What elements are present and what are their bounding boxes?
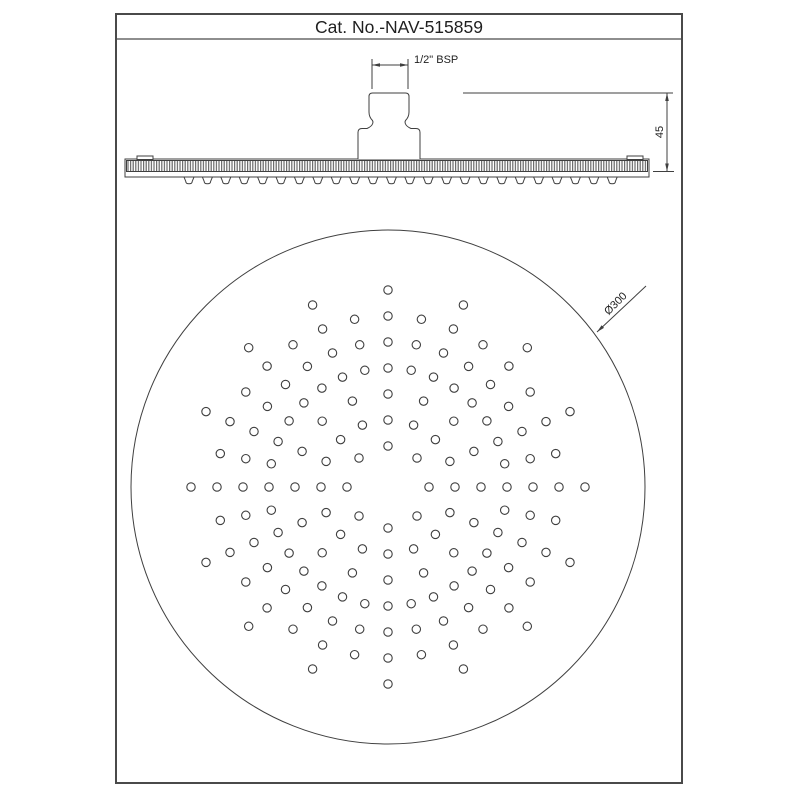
height-value-label: 45 (654, 125, 666, 139)
nozzle-hole (494, 528, 502, 536)
nozzle-hole (450, 384, 458, 392)
nozzle-hole (226, 548, 234, 556)
nozzle-hole (289, 625, 297, 633)
side-nozzle (221, 177, 231, 184)
arrow-down (665, 164, 669, 172)
arrow-left (372, 63, 380, 67)
nozzle-hole (202, 558, 210, 566)
nozzle-hole (409, 545, 417, 553)
nozzle-hole (417, 651, 425, 659)
nozzle-hole (263, 604, 271, 612)
thread-size-label: 1/2" BSP (414, 54, 459, 66)
nozzle-hole (504, 563, 512, 571)
nozzle-hole (328, 349, 336, 357)
nozzle-hole (318, 582, 326, 590)
catalog-number-title: Cat. No.-NAV-515859 (315, 17, 483, 37)
side-nozzle (239, 177, 249, 184)
nozzle-hole (328, 617, 336, 625)
nozzle-hole (226, 417, 234, 425)
nozzle-hole (239, 483, 247, 491)
nozzle-hole (358, 545, 366, 553)
nozzle-hole (450, 582, 458, 590)
nozzle-hole (384, 628, 392, 636)
nozzle-hole (355, 512, 363, 520)
nozzle-hole (425, 483, 433, 491)
nozzle-hole (459, 301, 467, 309)
nozzle-hole (409, 421, 417, 429)
nozzle-hole (303, 362, 311, 370)
nozzle-hole (300, 399, 308, 407)
nozzle-hole (355, 454, 363, 462)
nozzle-hole (187, 483, 195, 491)
nozzle-hole (263, 402, 271, 410)
nozzle-hole (526, 511, 534, 519)
nozzle-hole (552, 516, 560, 524)
nozzle-hole (419, 569, 427, 577)
nozzle-hole (477, 483, 485, 491)
nozzle-hole (486, 585, 494, 593)
side-nozzle (478, 177, 488, 184)
nozzle-hole (523, 622, 531, 630)
nozzle-hole (384, 576, 392, 584)
side-nozzle (589, 177, 599, 184)
side-nozzle (258, 177, 268, 184)
nozzle-hole (505, 362, 513, 370)
nozzle-hole (384, 442, 392, 450)
nozzle-hole (501, 506, 509, 514)
thread-dimension (372, 54, 458, 89)
nozzle-hole (479, 341, 487, 349)
face-view (131, 230, 646, 744)
nozzle-hole (384, 312, 392, 320)
nozzle-hole (242, 388, 250, 396)
side-nozzle (202, 177, 212, 184)
nozzle-hole (358, 421, 366, 429)
nozzle-hole (450, 549, 458, 557)
nozzle-hole (526, 388, 534, 396)
nozzle-hole (431, 435, 439, 443)
nozzle-hole (384, 390, 392, 398)
nozzle-hole (542, 417, 550, 425)
nozzle-hole (303, 603, 311, 611)
nozzle-hole (417, 315, 425, 323)
nozzle-hole (446, 457, 454, 465)
nozzle-hole (242, 455, 250, 463)
nozzle-hole (245, 622, 253, 630)
side-nozzle (552, 177, 562, 184)
nozzle-hole (413, 454, 421, 462)
side-nozzle (607, 177, 617, 184)
nozzle-hole (464, 362, 472, 370)
nozzle-hole (300, 567, 308, 575)
nozzle-hole (468, 399, 476, 407)
nozzle-hole (318, 417, 326, 425)
nozzle-hole (555, 483, 563, 491)
nozzle-hole (464, 603, 472, 611)
nozzle-hole (322, 457, 330, 465)
side-nozzle (515, 177, 525, 184)
nozzle-hole (318, 641, 326, 649)
nozzle-hole (501, 460, 509, 468)
nozzle-hole (552, 449, 560, 457)
side-nozzle (497, 177, 507, 184)
nozzle-hole (216, 516, 224, 524)
nozzle-hole (350, 315, 358, 323)
nozzle-hole (384, 680, 392, 688)
nozzle-hole (439, 617, 447, 625)
nozzle-hole (407, 366, 415, 374)
nozzle-hole (274, 528, 282, 536)
nozzle-hole (361, 366, 369, 374)
nozzle-hole (281, 380, 289, 388)
nozzle-hole (449, 641, 457, 649)
nozzle-hole (267, 506, 275, 514)
nozzle-hole (470, 518, 478, 526)
nozzle-hole (298, 447, 306, 455)
nozzle-hole (317, 483, 325, 491)
nozzle-hole (216, 449, 224, 457)
nozzle-hole (348, 397, 356, 405)
nozzle-hole (504, 402, 512, 410)
nozzle-hole (518, 427, 526, 435)
plate-right-tab (627, 156, 643, 160)
nozzle-hole (479, 625, 487, 633)
nozzle-hole (526, 455, 534, 463)
nozzle-hole (285, 417, 293, 425)
nozzle-hole (289, 341, 297, 349)
nozzle-hole (503, 483, 511, 491)
nozzle-hole (384, 654, 392, 662)
nozzle-hole (446, 508, 454, 516)
shower-plate-knurl-band (127, 161, 648, 172)
nozzle-hole (518, 538, 526, 546)
nozzle-hole (338, 593, 346, 601)
nozzle-hole (384, 286, 392, 294)
nozzle-hole (361, 600, 369, 608)
nozzle-hole (529, 483, 537, 491)
nozzle-hole (242, 578, 250, 586)
nozzle-hole (384, 364, 392, 372)
nozzle-hole (483, 417, 491, 425)
side-nozzle (442, 177, 452, 184)
plate-left-tab (137, 156, 153, 160)
nozzle-hole (412, 625, 420, 633)
nozzle-hole (470, 447, 478, 455)
nozzle-hole (431, 530, 439, 538)
nozzle-hole (322, 508, 330, 516)
nozzle-hole (336, 530, 344, 538)
nozzle-hole (486, 380, 494, 388)
nozzle-hole (384, 550, 392, 558)
nozzle-hole (242, 511, 250, 519)
nozzle-hole (250, 427, 258, 435)
nozzle-hole (356, 341, 364, 349)
diameter-label: Ø300 (602, 290, 630, 318)
nozzle-hole (468, 567, 476, 575)
nozzle-hole (566, 407, 574, 415)
nozzle-hole (308, 301, 316, 309)
nozzle-hole (483, 549, 491, 557)
nozzle-hole (412, 341, 420, 349)
nozzle-hole (318, 384, 326, 392)
nozzle-hole (308, 665, 316, 673)
nozzle-hole (459, 665, 467, 673)
nozzle-hole (450, 417, 458, 425)
side-nozzle (460, 177, 470, 184)
nozzle-hole (384, 602, 392, 610)
side-nozzle (423, 177, 433, 184)
nozzle-hole (213, 483, 221, 491)
nozzle-hole (429, 593, 437, 601)
nozzle-hole (274, 437, 282, 445)
side-nozzle (294, 177, 304, 184)
shower-face-circle (131, 230, 645, 744)
side-view (125, 54, 674, 184)
nozzle-hole (336, 435, 344, 443)
nozzle-hole (348, 569, 356, 577)
nozzle-hole (542, 548, 550, 556)
nozzle-hole (281, 585, 289, 593)
nozzle-hole (451, 483, 459, 491)
nozzle-hole (581, 483, 589, 491)
nozzle-hole (350, 651, 358, 659)
side-nozzle (534, 177, 544, 184)
side-nozzle (350, 177, 360, 184)
nozzle-hole (429, 373, 437, 381)
hole-pattern (187, 286, 589, 688)
nozzle-hole (263, 563, 271, 571)
side-nozzle (276, 177, 286, 184)
nozzle-hole (439, 349, 447, 357)
nozzle-hole (265, 483, 273, 491)
nozzle-hole (285, 549, 293, 557)
nozzle-hole (318, 549, 326, 557)
nozzle-hole (449, 325, 457, 333)
nozzle-hole (356, 625, 364, 633)
nozzle-hole (384, 524, 392, 532)
nozzle-hole (523, 344, 531, 352)
nozzle-hole (250, 538, 258, 546)
nozzle-hole (343, 483, 351, 491)
nozzle-hole (384, 416, 392, 424)
nozzle-hole (419, 397, 427, 405)
arrow-up (665, 93, 669, 101)
nozzle-hole (263, 362, 271, 370)
thread-connector (358, 93, 420, 159)
diameter-dimension (597, 286, 646, 332)
arrow-right (400, 63, 408, 67)
nozzle-hole (407, 600, 415, 608)
nozzle-hole (494, 437, 502, 445)
side-nozzle (184, 177, 194, 184)
nozzle-hole (202, 407, 210, 415)
nozzle-hole (384, 338, 392, 346)
side-nozzle (313, 177, 323, 184)
nozzle-hole (318, 325, 326, 333)
nozzle-hole (413, 512, 421, 520)
side-nozzle (331, 177, 341, 184)
nozzle-row (184, 177, 617, 184)
side-nozzle (368, 177, 378, 184)
nozzle-hole (291, 483, 299, 491)
side-nozzle (570, 177, 580, 184)
nozzle-hole (526, 578, 534, 586)
nozzle-hole (267, 460, 275, 468)
side-nozzle (386, 177, 396, 184)
nozzle-hole (298, 518, 306, 526)
nozzle-hole (505, 604, 513, 612)
nozzle-hole (245, 344, 253, 352)
nozzle-hole (338, 373, 346, 381)
nozzle-hole (566, 558, 574, 566)
side-nozzle (405, 177, 415, 184)
